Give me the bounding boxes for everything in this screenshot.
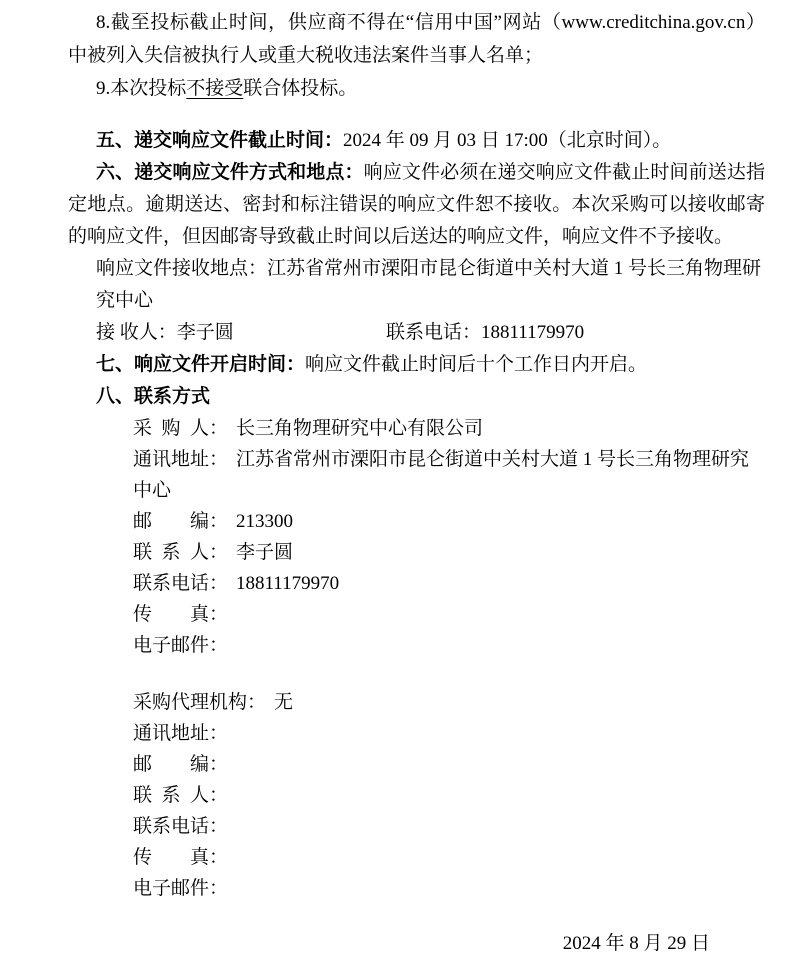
receiver-line bbox=[68, 317, 765, 349]
purchaser-contact-label: 联系人 bbox=[133, 542, 209, 563]
clause-9-pre: 9.本次投标 bbox=[96, 78, 187, 99]
agency-name-value: 无 bbox=[274, 692, 294, 713]
purchaser-row-contact bbox=[133, 537, 765, 568]
purchaser-fax-label: 传真 bbox=[133, 604, 209, 625]
clause-8-text: 8.截至投标截止时间，供应商不得在“信用中国”网站（www.creditchina.gov.cn）中被列入失信被执行人或重大税收违法案件当事人名单； bbox=[68, 12, 765, 66]
receiver-field bbox=[96, 317, 386, 349]
purchaser-row-phone bbox=[133, 568, 765, 599]
agency-row-zipcode bbox=[133, 749, 765, 780]
purchaser-phone-label: 联系电话 bbox=[133, 573, 210, 594]
section-6-body: 响应文件必须在递交响应文件截止时间前送达指定地点。逾期送达、密封和标注错误的响应文件恕不接收。本次采购可以接收邮寄的响应文件，但因邮寄导致截止时间以后送达的响应文件，响应文件不予接收。 bbox=[68, 162, 765, 247]
purchaser-row-name bbox=[133, 413, 765, 444]
agency-row-phone bbox=[133, 811, 765, 842]
clause-9-underlined: 不接受 bbox=[186, 78, 244, 99]
section-6-heading: 六、递交响应文件方式和地点： bbox=[96, 162, 364, 183]
section-5 bbox=[68, 124, 765, 157]
colon: ： bbox=[209, 816, 229, 837]
receive-location-value: 江苏省常州市溧阳市昆仑街道中关村大道 1 号长三角物理研究中心 bbox=[96, 258, 762, 311]
purchaser-zipcode-value: 213300 bbox=[236, 511, 294, 532]
agency-phone-label: 联系电话 bbox=[133, 816, 210, 837]
agency-email-label: 电子邮件 bbox=[133, 878, 210, 899]
purchaser-name-value: 长三角物理研究中心有限公司 bbox=[236, 418, 484, 439]
agency-contact-label: 联系人 bbox=[133, 785, 209, 806]
colon: ： bbox=[209, 542, 229, 563]
colon: ： bbox=[209, 418, 229, 439]
colon: ： bbox=[209, 785, 229, 806]
section-6 bbox=[68, 157, 765, 253]
receive-location-line bbox=[68, 253, 765, 317]
agency-address-label: 通讯地址 bbox=[133, 723, 210, 744]
section-5-body: 2024 年 09 月 03 日 17:00（北京时间）。 bbox=[343, 130, 672, 151]
document-date-text: 2024 年 8 月 29 日 bbox=[562, 933, 710, 954]
clause-9 bbox=[68, 72, 765, 105]
purchaser-address-value: 江苏省常州市溧阳市昆仑街道中关村大道 1 号长三角物理研究中心 bbox=[133, 449, 750, 501]
receiver-value: 李子圆 bbox=[176, 322, 234, 343]
colon: ： bbox=[209, 878, 229, 899]
receiver-phone-label: 联系电话： bbox=[386, 322, 482, 343]
document-date bbox=[68, 927, 765, 960]
purchaser-contact-value: 李子圆 bbox=[236, 542, 294, 563]
section-7-body: 响应文件截止时间后十个工作日内开启。 bbox=[305, 354, 648, 375]
colon: ： bbox=[209, 754, 229, 775]
colon: ： bbox=[209, 511, 229, 532]
purchaser-name-label: 采购人 bbox=[133, 418, 209, 439]
agency-name-label: 采购代理机构 bbox=[133, 692, 248, 713]
agency-contact-block bbox=[133, 687, 765, 904]
section-5-heading: 五、递交响应文件截止时间： bbox=[96, 130, 344, 151]
purchaser-address-label: 通讯地址 bbox=[133, 449, 210, 470]
purchaser-email-label: 电子邮件 bbox=[133, 635, 210, 656]
colon: ： bbox=[209, 573, 229, 594]
colon: ： bbox=[209, 449, 229, 470]
agency-zipcode-label: 邮编 bbox=[133, 754, 209, 775]
purchaser-phone-value: 18811179970 bbox=[236, 573, 340, 594]
purchaser-zipcode-label: 邮编 bbox=[133, 511, 209, 532]
purchaser-row-address bbox=[133, 444, 765, 506]
agency-row-fax bbox=[133, 842, 765, 873]
section-8 bbox=[68, 381, 765, 413]
colon: ： bbox=[209, 723, 229, 744]
colon: ： bbox=[247, 692, 267, 713]
receiver-phone-value: 18811179970 bbox=[481, 322, 585, 343]
purchaser-row-fax bbox=[133, 599, 765, 630]
purchaser-row-zipcode bbox=[133, 506, 765, 537]
purchaser-contact-block bbox=[133, 413, 765, 661]
colon: ： bbox=[209, 604, 229, 625]
receiver-label: 接 收人： bbox=[96, 322, 177, 343]
clause-9-post: 联合体投标。 bbox=[243, 78, 358, 99]
agency-row-contact bbox=[133, 780, 765, 811]
agency-row-address bbox=[133, 718, 765, 749]
section-8-heading: 八、联系方式 bbox=[96, 386, 211, 407]
clause-8 bbox=[68, 6, 765, 72]
section-7-heading: 七、响应文件开启时间： bbox=[96, 354, 306, 375]
agency-fax-label: 传真 bbox=[133, 847, 209, 868]
purchaser-row-email bbox=[133, 630, 765, 661]
section-7 bbox=[68, 349, 765, 381]
agency-row-email bbox=[133, 873, 765, 904]
agency-row-name bbox=[133, 687, 765, 718]
colon: ： bbox=[209, 847, 229, 868]
receiver-phone-field bbox=[386, 322, 584, 343]
colon: ： bbox=[209, 635, 229, 656]
receive-location-label: 响应文件接收地点： bbox=[96, 258, 268, 279]
